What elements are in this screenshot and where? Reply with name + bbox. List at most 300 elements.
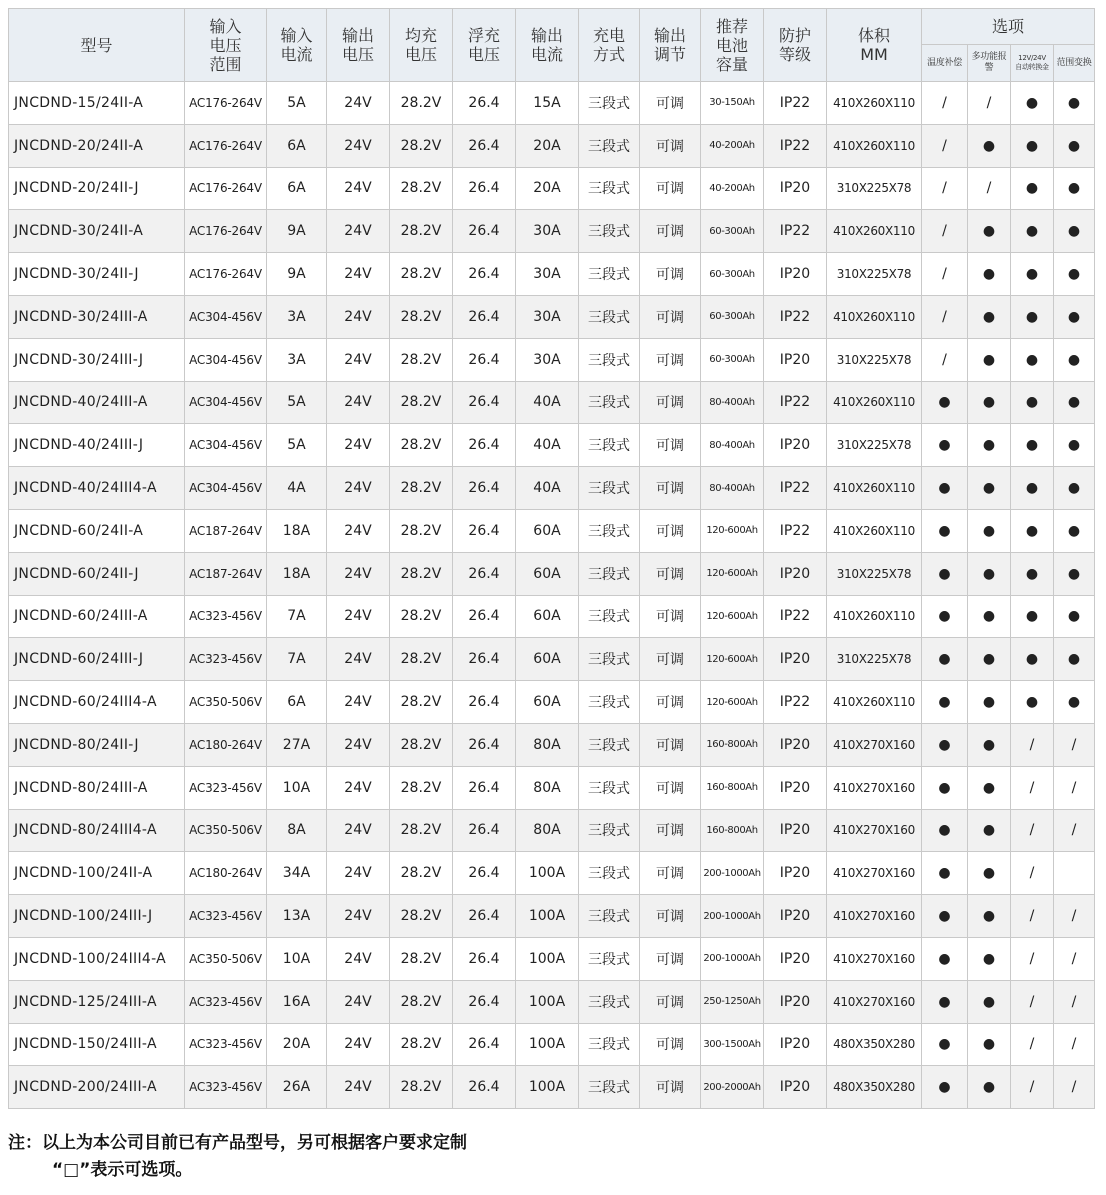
- cell-charging-mode: 三段式: [579, 253, 640, 296]
- table-row: [9, 82, 1095, 125]
- cell-output-voltage: 24V: [327, 766, 390, 809]
- cell-input-voltage-range: AC323-456V: [185, 638, 267, 681]
- cell-charging-mode: 三段式: [579, 338, 640, 381]
- cell-charging-mode: 三段式: [579, 595, 640, 638]
- cell-option-temp-comp: ●: [922, 809, 968, 852]
- cell-option-temp-comp: /: [922, 167, 968, 210]
- cell-equalizing-voltage: 28.2V: [390, 895, 453, 938]
- cell-output-current: 30A: [516, 253, 579, 296]
- header-row: [9, 9, 1095, 45]
- cell-input-voltage-range: AC323-456V: [185, 980, 267, 1023]
- header-input-current: 输入 电流: [267, 9, 327, 82]
- cell-output-adjust: 可调: [640, 852, 701, 895]
- cell-input-voltage-range: AC304-456V: [185, 424, 267, 467]
- cell-input-voltage-range: AC176-264V: [185, 253, 267, 296]
- cell-equalizing-voltage: 28.2V: [390, 124, 453, 167]
- cell-option-temp-comp: ●: [922, 681, 968, 724]
- table-row: [9, 1023, 1095, 1066]
- cell-protection-grade: IP22: [764, 124, 827, 167]
- cell-output-adjust: 可调: [640, 552, 701, 595]
- header-input-voltage-range: 输入 电压 范围: [185, 9, 267, 82]
- cell-input-current: 5A: [267, 381, 327, 424]
- footnote-line-2: “□”表示可选项。: [52, 1160, 193, 1180]
- cell-output-adjust: 可调: [640, 253, 701, 296]
- cell-output-voltage: 24V: [327, 467, 390, 510]
- cell-charging-mode: 三段式: [579, 681, 640, 724]
- cell-output-voltage: 24V: [327, 1023, 390, 1066]
- cell-option-multi-alarm: ●: [968, 809, 1011, 852]
- cell-battery-capacity: 80-400Ah: [701, 381, 764, 424]
- cell-input-current: 18A: [267, 509, 327, 552]
- cell-input-current: 6A: [267, 681, 327, 724]
- cell-battery-capacity: 160-800Ah: [701, 766, 764, 809]
- cell-output-current: 40A: [516, 381, 579, 424]
- cell-output-current: 30A: [516, 210, 579, 253]
- cell-input-current: 9A: [267, 210, 327, 253]
- cell-floating-voltage: 26.4: [453, 82, 516, 125]
- cell-option-multi-alarm: ●: [968, 124, 1011, 167]
- cell-volume: 410X270X160: [827, 937, 922, 980]
- cell-option-12v24v: ●: [1011, 381, 1054, 424]
- cell-volume: 310X225X78: [827, 552, 922, 595]
- cell-input-current: 5A: [267, 82, 327, 125]
- cell-model: JNCDND-60/24II-A: [9, 509, 185, 552]
- cell-output-voltage: 24V: [327, 595, 390, 638]
- cell-option-range-change: /: [1054, 895, 1095, 938]
- cell-input-voltage-range: AC187-264V: [185, 552, 267, 595]
- cell-equalizing-voltage: 28.2V: [390, 424, 453, 467]
- cell-battery-capacity: 300-1500Ah: [701, 1023, 764, 1066]
- cell-battery-capacity: 200-1000Ah: [701, 852, 764, 895]
- cell-equalizing-voltage: 28.2V: [390, 595, 453, 638]
- cell-equalizing-voltage: 28.2V: [390, 509, 453, 552]
- cell-option-12v24v: /: [1011, 980, 1054, 1023]
- cell-equalizing-voltage: 28.2V: [390, 681, 453, 724]
- cell-protection-grade: IP20: [764, 895, 827, 938]
- cell-volume: 310X225X78: [827, 167, 922, 210]
- cell-option-multi-alarm: ●: [968, 552, 1011, 595]
- cell-equalizing-voltage: 28.2V: [390, 1066, 453, 1109]
- cell-option-temp-comp: ●: [922, 895, 968, 938]
- cell-option-temp-comp: ●: [922, 852, 968, 895]
- cell-output-current: 100A: [516, 895, 579, 938]
- cell-input-voltage-range: AC176-264V: [185, 124, 267, 167]
- cell-floating-voltage: 26.4: [453, 167, 516, 210]
- cell-charging-mode: 三段式: [579, 937, 640, 980]
- cell-floating-voltage: 26.4: [453, 509, 516, 552]
- cell-floating-voltage: 26.4: [453, 980, 516, 1023]
- cell-input-voltage-range: AC176-264V: [185, 210, 267, 253]
- cell-charging-mode: 三段式: [579, 638, 640, 681]
- table-row: [9, 681, 1095, 724]
- cell-option-multi-alarm: ●: [968, 937, 1011, 980]
- cell-input-voltage-range: AC180-264V: [185, 723, 267, 766]
- cell-model: JNCDND-100/24III-J: [9, 895, 185, 938]
- cell-battery-capacity: 40-200Ah: [701, 124, 764, 167]
- cell-charging-mode: 三段式: [579, 167, 640, 210]
- cell-output-voltage: 24V: [327, 338, 390, 381]
- table-row: [9, 210, 1095, 253]
- cell-option-12v24v: /: [1011, 895, 1054, 938]
- cell-option-temp-comp: /: [922, 210, 968, 253]
- cell-volume: 410X270X160: [827, 723, 922, 766]
- cell-input-current: 16A: [267, 980, 327, 1023]
- cell-option-range-change: /: [1054, 1023, 1095, 1066]
- cell-input-current: 27A: [267, 723, 327, 766]
- cell-output-adjust: 可调: [640, 295, 701, 338]
- cell-option-range-change: ●: [1054, 210, 1095, 253]
- cell-option-12v24v: ●: [1011, 124, 1054, 167]
- cell-option-multi-alarm: ●: [968, 338, 1011, 381]
- cell-input-voltage-range: AC304-456V: [185, 295, 267, 338]
- cell-battery-capacity: 120-600Ah: [701, 638, 764, 681]
- cell-battery-capacity: 200-2000Ah: [701, 1066, 764, 1109]
- cell-equalizing-voltage: 28.2V: [390, 381, 453, 424]
- cell-protection-grade: IP20: [764, 809, 827, 852]
- cell-option-12v24v: ●: [1011, 82, 1054, 125]
- cell-input-current: 4A: [267, 467, 327, 510]
- cell-input-voltage-range: AC187-264V: [185, 509, 267, 552]
- cell-floating-voltage: 26.4: [453, 723, 516, 766]
- cell-volume: 410X270X160: [827, 809, 922, 852]
- cell-volume: 410X260X110: [827, 295, 922, 338]
- cell-volume: 410X260X110: [827, 681, 922, 724]
- cell-output-adjust: 可调: [640, 980, 701, 1023]
- footnote: [8, 1130, 467, 1184]
- cell-input-current: 3A: [267, 295, 327, 338]
- cell-output-adjust: 可调: [640, 1023, 701, 1066]
- cell-option-temp-comp: ●: [922, 424, 968, 467]
- cell-option-range-change: ●: [1054, 295, 1095, 338]
- cell-volume: 410X260X110: [827, 210, 922, 253]
- cell-model: JNCDND-30/24III-A: [9, 295, 185, 338]
- cell-volume: 410X270X160: [827, 980, 922, 1023]
- cell-model: JNCDND-80/24III4-A: [9, 809, 185, 852]
- cell-output-adjust: 可调: [640, 895, 701, 938]
- cell-option-multi-alarm: ●: [968, 1023, 1011, 1066]
- cell-charging-mode: 三段式: [579, 852, 640, 895]
- cell-option-temp-comp: ●: [922, 552, 968, 595]
- cell-output-voltage: 24V: [327, 638, 390, 681]
- cell-output-voltage: 24V: [327, 210, 390, 253]
- table-row: [9, 424, 1095, 467]
- cell-option-multi-alarm: ●: [968, 595, 1011, 638]
- cell-output-current: 60A: [516, 509, 579, 552]
- cell-option-range-change: /: [1054, 766, 1095, 809]
- header-battery-capacity: 推荐 电池 容量: [701, 9, 764, 82]
- cell-floating-voltage: 26.4: [453, 210, 516, 253]
- cell-option-multi-alarm: ●: [968, 1066, 1011, 1109]
- cell-option-12v24v: ●: [1011, 638, 1054, 681]
- table-row: [9, 552, 1095, 595]
- cell-output-adjust: 可调: [640, 424, 701, 467]
- header-output-current: 输出 电流: [516, 9, 579, 82]
- cell-floating-voltage: 26.4: [453, 1023, 516, 1066]
- cell-floating-voltage: 26.4: [453, 638, 516, 681]
- cell-volume: 410X260X110: [827, 82, 922, 125]
- header-equalizing-voltage: 均充 电压: [390, 9, 453, 82]
- cell-output-current: 100A: [516, 1023, 579, 1066]
- cell-charging-mode: 三段式: [579, 295, 640, 338]
- cell-protection-grade: IP22: [764, 82, 827, 125]
- cell-output-voltage: 24V: [327, 509, 390, 552]
- cell-volume: 310X225X78: [827, 338, 922, 381]
- cell-output-adjust: 可调: [640, 124, 701, 167]
- cell-option-range-change: ●: [1054, 124, 1095, 167]
- cell-floating-voltage: 26.4: [453, 381, 516, 424]
- cell-model: JNCDND-30/24II-J: [9, 253, 185, 296]
- cell-equalizing-voltage: 28.2V: [390, 82, 453, 125]
- cell-option-12v24v: ●: [1011, 295, 1054, 338]
- cell-option-range-change: ●: [1054, 509, 1095, 552]
- cell-output-voltage: 24V: [327, 295, 390, 338]
- cell-option-range-change: ●: [1054, 638, 1095, 681]
- cell-option-temp-comp: ●: [922, 381, 968, 424]
- cell-output-current: 80A: [516, 723, 579, 766]
- cell-output-adjust: 可调: [640, 381, 701, 424]
- cell-volume: 480X350X280: [827, 1023, 922, 1066]
- cell-battery-capacity: 60-300Ah: [701, 210, 764, 253]
- cell-option-12v24v: ●: [1011, 509, 1054, 552]
- cell-input-voltage-range: AC176-264V: [185, 82, 267, 125]
- table-row: [9, 723, 1095, 766]
- cell-model: JNCDND-40/24III-J: [9, 424, 185, 467]
- cell-input-current: 6A: [267, 124, 327, 167]
- cell-option-range-change: ●: [1054, 82, 1095, 125]
- table-row: [9, 809, 1095, 852]
- cell-option-multi-alarm: ●: [968, 681, 1011, 724]
- cell-option-range-change: /: [1054, 980, 1095, 1023]
- cell-option-temp-comp: ●: [922, 937, 968, 980]
- header-option-temp-comp: 温度补偿: [922, 45, 968, 82]
- cell-option-multi-alarm: ●: [968, 295, 1011, 338]
- cell-floating-voltage: 26.4: [453, 809, 516, 852]
- cell-output-voltage: 24V: [327, 381, 390, 424]
- cell-volume: 410X270X160: [827, 852, 922, 895]
- cell-protection-grade: IP20: [764, 424, 827, 467]
- cell-protection-grade: IP20: [764, 852, 827, 895]
- cell-input-current: 26A: [267, 1066, 327, 1109]
- cell-floating-voltage: 26.4: [453, 852, 516, 895]
- cell-option-multi-alarm: ●: [968, 723, 1011, 766]
- cell-output-current: 100A: [516, 980, 579, 1023]
- cell-output-voltage: 24V: [327, 552, 390, 595]
- cell-volume: 410X260X110: [827, 381, 922, 424]
- cell-option-range-change: ●: [1054, 467, 1095, 510]
- cell-battery-capacity: 80-400Ah: [701, 467, 764, 510]
- cell-output-current: 40A: [516, 424, 579, 467]
- cell-model: JNCDND-30/24III-J: [9, 338, 185, 381]
- cell-charging-mode: 三段式: [579, 809, 640, 852]
- cell-option-12v24v: ●: [1011, 338, 1054, 381]
- spec-table: [8, 8, 1095, 1109]
- cell-option-temp-comp: /: [922, 295, 968, 338]
- cell-input-current: 20A: [267, 1023, 327, 1066]
- cell-model: JNCDND-80/24II-J: [9, 723, 185, 766]
- cell-model: JNCDND-30/24II-A: [9, 210, 185, 253]
- cell-input-current: 10A: [267, 937, 327, 980]
- cell-charging-mode: 三段式: [579, 509, 640, 552]
- cell-option-multi-alarm: ●: [968, 253, 1011, 296]
- cell-model: JNCDND-15/24II-A: [9, 82, 185, 125]
- cell-model: JNCDND-200/24III-A: [9, 1066, 185, 1109]
- cell-output-current: 80A: [516, 766, 579, 809]
- cell-output-current: 60A: [516, 595, 579, 638]
- cell-option-range-change: /: [1054, 937, 1095, 980]
- cell-protection-grade: IP20: [764, 980, 827, 1023]
- cell-output-current: 100A: [516, 937, 579, 980]
- cell-floating-voltage: 26.4: [453, 595, 516, 638]
- cell-output-voltage: 24V: [327, 852, 390, 895]
- cell-option-range-change: ●: [1054, 552, 1095, 595]
- cell-model: JNCDND-20/24II-A: [9, 124, 185, 167]
- cell-option-temp-comp: /: [922, 338, 968, 381]
- cell-option-multi-alarm: /: [968, 167, 1011, 210]
- cell-model: JNCDND-60/24III-J: [9, 638, 185, 681]
- spec-table-body: [9, 82, 1095, 1109]
- cell-option-12v24v: /: [1011, 1066, 1054, 1109]
- cell-battery-capacity: 40-200Ah: [701, 167, 764, 210]
- cell-option-12v24v: ●: [1011, 210, 1054, 253]
- cell-floating-voltage: 26.4: [453, 895, 516, 938]
- cell-option-12v24v: ●: [1011, 552, 1054, 595]
- cell-option-12v24v: /: [1011, 766, 1054, 809]
- cell-option-12v24v: /: [1011, 809, 1054, 852]
- cell-battery-capacity: 200-1000Ah: [701, 937, 764, 980]
- cell-floating-voltage: 26.4: [453, 552, 516, 595]
- cell-option-temp-comp: ●: [922, 467, 968, 510]
- cell-volume: 410X260X110: [827, 595, 922, 638]
- cell-output-current: 20A: [516, 167, 579, 210]
- cell-battery-capacity: 80-400Ah: [701, 424, 764, 467]
- cell-floating-voltage: 26.4: [453, 467, 516, 510]
- cell-equalizing-voltage: 28.2V: [390, 253, 453, 296]
- cell-output-adjust: 可调: [640, 167, 701, 210]
- cell-input-voltage-range: AC323-456V: [185, 766, 267, 809]
- cell-option-temp-comp: /: [922, 253, 968, 296]
- cell-charging-mode: 三段式: [579, 424, 640, 467]
- cell-floating-voltage: 26.4: [453, 424, 516, 467]
- table-row: [9, 381, 1095, 424]
- cell-option-12v24v: /: [1011, 723, 1054, 766]
- cell-input-current: 5A: [267, 424, 327, 467]
- cell-option-temp-comp: ●: [922, 1023, 968, 1066]
- cell-input-current: 34A: [267, 852, 327, 895]
- cell-protection-grade: IP20: [764, 937, 827, 980]
- cell-charging-mode: 三段式: [579, 82, 640, 125]
- table-row: [9, 766, 1095, 809]
- table-row: [9, 595, 1095, 638]
- header-floating-voltage: 浮充 电压: [453, 9, 516, 82]
- table-row: [9, 1066, 1095, 1109]
- cell-protection-grade: IP22: [764, 509, 827, 552]
- cell-protection-grade: IP20: [764, 338, 827, 381]
- cell-charging-mode: 三段式: [579, 766, 640, 809]
- cell-output-current: 60A: [516, 638, 579, 681]
- cell-battery-capacity: 60-300Ah: [701, 253, 764, 296]
- cell-output-current: 60A: [516, 681, 579, 724]
- cell-model: JNCDND-80/24III-A: [9, 766, 185, 809]
- cell-protection-grade: IP20: [764, 1023, 827, 1066]
- header-charging-mode: 充电 方式: [579, 9, 640, 82]
- table-row: [9, 638, 1095, 681]
- cell-charging-mode: 三段式: [579, 895, 640, 938]
- cell-input-voltage-range: AC323-456V: [185, 595, 267, 638]
- cell-option-temp-comp: ●: [922, 766, 968, 809]
- cell-model: JNCDND-40/24III-A: [9, 381, 185, 424]
- cell-input-current: 18A: [267, 552, 327, 595]
- cell-input-voltage-range: AC180-264V: [185, 852, 267, 895]
- cell-option-temp-comp: ●: [922, 595, 968, 638]
- table-row: [9, 895, 1095, 938]
- cell-output-current: 80A: [516, 809, 579, 852]
- cell-protection-grade: IP20: [764, 253, 827, 296]
- cell-charging-mode: 三段式: [579, 1066, 640, 1109]
- cell-equalizing-voltage: 28.2V: [390, 210, 453, 253]
- cell-output-adjust: 可调: [640, 595, 701, 638]
- cell-model: JNCDND-20/24II-J: [9, 167, 185, 210]
- cell-battery-capacity: 120-600Ah: [701, 509, 764, 552]
- cell-option-temp-comp: /: [922, 124, 968, 167]
- cell-charging-mode: 三段式: [579, 210, 640, 253]
- cell-floating-voltage: 26.4: [453, 295, 516, 338]
- header-option-multi-alarm: 多功能报警: [968, 45, 1011, 82]
- cell-input-current: 7A: [267, 638, 327, 681]
- cell-volume: 310X225X78: [827, 638, 922, 681]
- cell-output-voltage: 24V: [327, 124, 390, 167]
- cell-output-adjust: 可调: [640, 338, 701, 381]
- cell-battery-capacity: 160-800Ah: [701, 809, 764, 852]
- cell-output-adjust: 可调: [640, 723, 701, 766]
- cell-charging-mode: 三段式: [579, 552, 640, 595]
- cell-option-range-change: ●: [1054, 167, 1095, 210]
- table-row: [9, 338, 1095, 381]
- cell-output-voltage: 24V: [327, 895, 390, 938]
- cell-input-current: 7A: [267, 595, 327, 638]
- cell-protection-grade: IP22: [764, 210, 827, 253]
- cell-option-12v24v: ●: [1011, 467, 1054, 510]
- cell-charging-mode: 三段式: [579, 1023, 640, 1066]
- cell-option-multi-alarm: ●: [968, 467, 1011, 510]
- cell-output-voltage: 24V: [327, 253, 390, 296]
- cell-option-multi-alarm: ●: [968, 210, 1011, 253]
- cell-battery-capacity: 120-600Ah: [701, 681, 764, 724]
- cell-equalizing-voltage: 28.2V: [390, 167, 453, 210]
- cell-option-12v24v: /: [1011, 852, 1054, 895]
- cell-output-voltage: 24V: [327, 980, 390, 1023]
- header-option-range-change: 范围变换: [1054, 45, 1095, 82]
- cell-output-voltage: 24V: [327, 681, 390, 724]
- header-volume: 体积 MM: [827, 9, 922, 82]
- cell-option-range-change: /: [1054, 809, 1095, 852]
- cell-battery-capacity: 60-300Ah: [701, 295, 764, 338]
- cell-input-voltage-range: AC304-456V: [185, 381, 267, 424]
- table-row: [9, 295, 1095, 338]
- cell-input-current: 8A: [267, 809, 327, 852]
- cell-output-voltage: 24V: [327, 723, 390, 766]
- cell-output-voltage: 24V: [327, 809, 390, 852]
- cell-option-multi-alarm: ●: [968, 895, 1011, 938]
- cell-option-range-change: ●: [1054, 338, 1095, 381]
- cell-option-temp-comp: ●: [922, 980, 968, 1023]
- cell-protection-grade: IP20: [764, 552, 827, 595]
- cell-option-range-change: ●: [1054, 595, 1095, 638]
- cell-output-adjust: 可调: [640, 509, 701, 552]
- cell-option-multi-alarm: ●: [968, 638, 1011, 681]
- cell-equalizing-voltage: 28.2V: [390, 552, 453, 595]
- cell-output-current: 100A: [516, 852, 579, 895]
- cell-protection-grade: IP20: [764, 1066, 827, 1109]
